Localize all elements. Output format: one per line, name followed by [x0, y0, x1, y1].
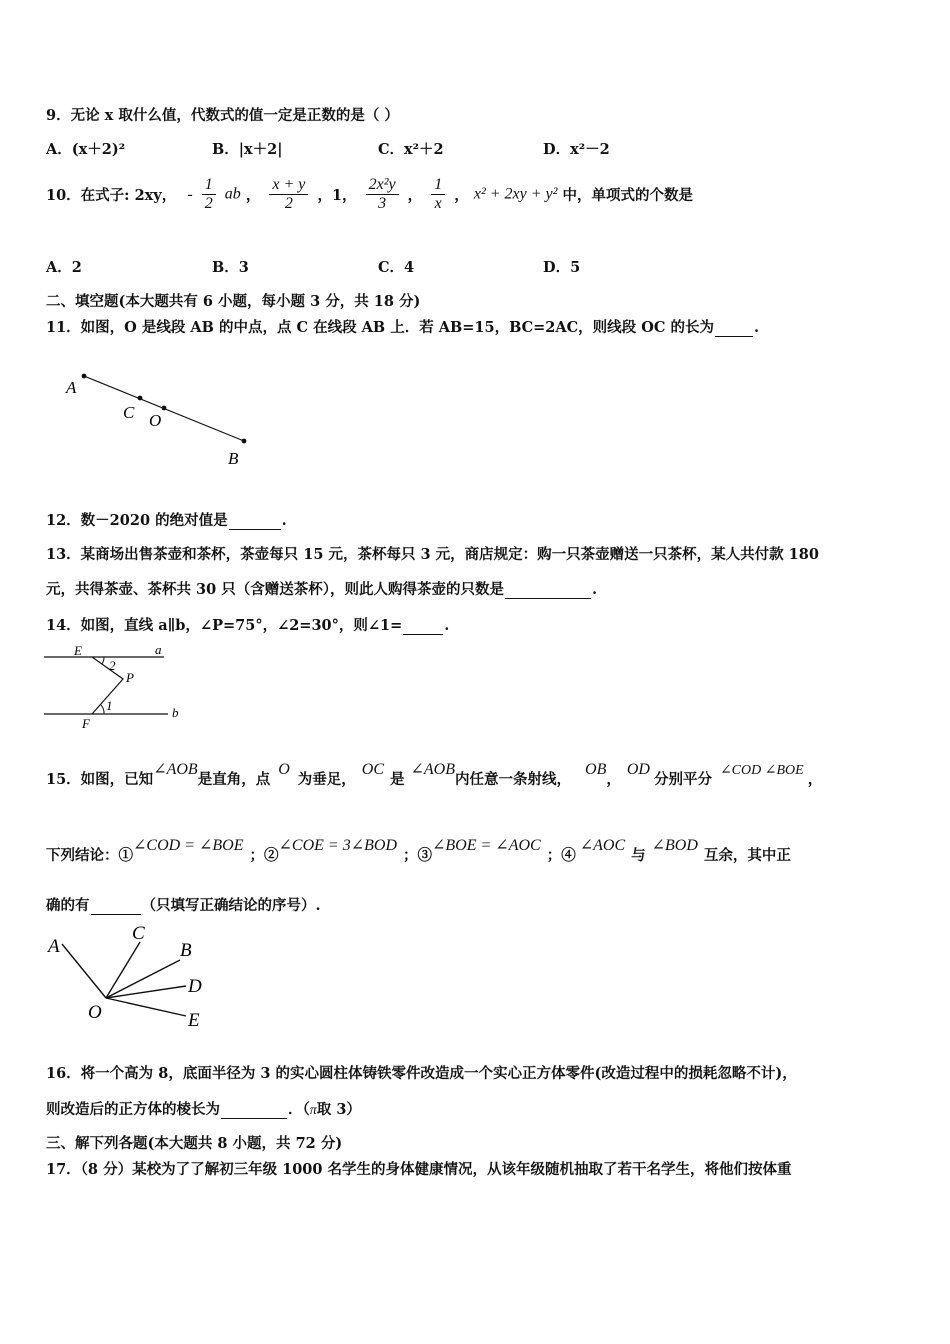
q13-answer-blank	[505, 584, 591, 599]
q15-l2-p5: 与	[631, 847, 646, 864]
q15-p6: ，	[606, 771, 621, 788]
q9-stem: 9．无论 x 取什么值，代数式的值一定是正数的是（ ）	[46, 107, 399, 124]
q10-suffix: 中，单项式的个数是	[562, 187, 694, 204]
q16-line-2	[46, 1098, 361, 1119]
ray-oa	[62, 944, 106, 998]
q13-text-2: 元，共得茶壶、茶杯共 30 只（含赠送茶杯），则此人购得茶壶的只数是	[46, 581, 505, 598]
q10-f3-den: 3	[378, 195, 387, 212]
q10-f3-num: 2x²y	[366, 176, 399, 195]
ray-oe	[106, 998, 186, 1016]
q15-line-1	[46, 761, 823, 789]
q16-text-2c: 取 3）	[316, 1101, 361, 1118]
q10-fraction-1	[202, 176, 216, 213]
q16-text-2b: ．（	[288, 1101, 310, 1118]
q10-fraction-4	[431, 176, 445, 213]
q15-l2-p1: 下列结论：①	[46, 847, 133, 864]
label-p: P	[126, 670, 134, 685]
q10-fraction-2	[269, 176, 308, 213]
q15-m6: OD	[626, 761, 650, 778]
q14-figure	[44, 642, 194, 732]
point-a	[82, 374, 87, 379]
q15-l2-p6: 互余，其中正	[703, 847, 791, 864]
q16-text-2a: 则改造后的正方体的棱长为	[46, 1101, 220, 1118]
q11-figure	[60, 370, 260, 470]
q15-line-2	[46, 837, 791, 865]
q15-m7: ∠COD ∠BOE	[719, 763, 804, 778]
q15-l2-m4: ∠AOC	[579, 837, 626, 854]
label-2: 2	[109, 658, 116, 673]
q11-answer-blank	[715, 322, 753, 337]
q9-option-a: A．(x＋2)²	[46, 141, 126, 158]
q15-m3: OC	[361, 761, 384, 778]
q11-text: 11．如图，O 是线段 AB 的中点，点 C 在线段 AB 上．若 AB=15，BC=2AC，则线段 OC 的长为	[46, 319, 714, 336]
q15-l2-m1: ∠COD = ∠BOE	[133, 837, 244, 854]
section-2-heading: 二、填空题(本大题共有 6 小题，每小题 3 分，共 18 分)	[46, 293, 421, 310]
q10-f2-den: 2	[284, 195, 293, 212]
label-b: B	[228, 449, 239, 468]
q11-end: .	[753, 319, 760, 336]
q15-l2-p4: ；④	[546, 847, 576, 864]
q17-stem: 17．（8 分）某校为了了解初三年级 1000 名学生的身体健康情况，从该年级随机抽取了若干名学生，将他们按体重	[46, 1161, 792, 1178]
q15-p4: 是	[390, 771, 405, 788]
label-e: E	[188, 1010, 200, 1031]
q10-f1-num: 1	[202, 176, 216, 195]
point-c	[138, 396, 143, 401]
label-c: C	[123, 403, 135, 422]
q12-answer-blank	[229, 515, 281, 530]
q15-p5: 内任意一条射线，	[455, 771, 572, 788]
q10-option-c: C．4	[378, 259, 415, 276]
q15-m4: ∠AOB	[410, 761, 456, 778]
q15-l2-p3: ；③	[403, 847, 432, 864]
q15-p1: 15．如图，已知	[46, 771, 154, 788]
q10-one: ，1，	[317, 187, 357, 204]
q13-line-2	[46, 578, 597, 599]
q12-stem	[46, 509, 287, 530]
q9-option-c: C．x²＋2	[378, 141, 444, 158]
label-d: D	[188, 976, 202, 997]
q15-l2-p2: ；②	[249, 847, 279, 864]
q10-prefix: 10．在式子: 2xy，	[46, 187, 177, 204]
label-o: O	[88, 1002, 102, 1023]
q15-figure	[44, 922, 224, 1034]
point-o	[162, 406, 167, 411]
q15-l2-m3: ∠BOE = ∠AOC	[432, 837, 541, 854]
q10-minus: -	[187, 185, 193, 203]
q15-p7: 分别平分	[653, 771, 712, 788]
q15-m5: OB	[585, 761, 607, 778]
q10-f2-num: x + y	[269, 176, 308, 195]
q15-p8: ，	[807, 771, 823, 788]
q14-answer-blank	[403, 620, 443, 635]
q15-l2-m2: ∠COE = 3∠BOD	[278, 837, 397, 854]
label-b: B	[180, 940, 192, 961]
q9-option-d: D．x²－2	[543, 141, 610, 158]
q16-answer-blank	[221, 1104, 287, 1119]
angle-2-arc	[102, 657, 104, 664]
q15-answer-blank	[91, 900, 141, 915]
angle-1-arc	[101, 705, 104, 714]
q15-l3-p2: （只填写正确结论的序号）.	[141, 897, 321, 914]
q14-end: .	[444, 617, 450, 634]
q12-end: .	[281, 512, 287, 529]
label-a: A	[66, 378, 77, 397]
q11-stem	[46, 316, 759, 337]
q9-option-b: B．|x＋2|	[212, 141, 283, 158]
q13-line-1: 13．某商场出售茶壶和茶杯，茶壶每只 15 元，茶杯每只 3 元，商店规定：购一只茶壶赠送一只茶杯，某人共付款 180	[46, 546, 819, 563]
q14-text: 14．如图，直线 a∥b，∠P=75°，∠2=30°，则∠1=	[46, 617, 403, 634]
q10-stem: 10．在式子: 2xy， - $\frac{1}{2}$ ab ， $\frac{x + y}{2}$ ，1， $\frac{\text{2x²y}}{3}$ ， $\frac{1}{x}$ ， x² + 2xy + y² 中，单项式的个数是	[46, 176, 694, 212]
q15-p3: 为垂足，	[297, 771, 356, 788]
section-3-heading: 三、解下列各题(本大题共 8 小题，共 72 分)	[46, 1135, 343, 1152]
label-a: A	[48, 936, 60, 957]
q15-m1: ∠AOB	[153, 761, 198, 778]
q10-option-a: A．2	[46, 259, 82, 276]
q16-line-1: 16．将一个高为 8，底面半径为 3 的实心圆柱体铸铁零件改造成一个实心正方体零件(改造过程中的损耗忽略不计)，	[46, 1065, 797, 1082]
q10-f4-num: 1	[431, 176, 445, 195]
q14-stem	[46, 614, 449, 635]
q15-l2-m5: ∠BOD	[651, 837, 698, 854]
q16-pi: π	[309, 1103, 317, 1118]
q10-f1-tail: ab	[224, 185, 241, 203]
q15-l3-p1: 确的有	[46, 897, 90, 914]
label-b: b	[172, 705, 179, 720]
q10-poly: x² + 2xy + y²	[473, 185, 558, 203]
label-c: C	[132, 923, 145, 944]
q13-end: .	[592, 581, 598, 598]
q10-option-d: D．5	[543, 259, 581, 276]
point-b	[242, 439, 247, 444]
label-a: a	[155, 642, 162, 657]
label-1: 1	[106, 698, 113, 713]
q15-line-3	[46, 894, 321, 915]
q15-m2: O	[278, 761, 290, 778]
q12-text: 12．数－2020 的绝对值是	[46, 512, 228, 529]
label-e: E	[74, 643, 82, 658]
q10-f4-den: x	[434, 195, 442, 212]
q10-fraction-3	[366, 176, 399, 213]
q10-f1-den: 2	[204, 195, 213, 212]
label-o: O	[149, 411, 162, 430]
label-f: F	[82, 716, 90, 731]
q15-p2: 是直角，点	[197, 771, 271, 788]
q10-option-b: B．3	[212, 259, 249, 276]
